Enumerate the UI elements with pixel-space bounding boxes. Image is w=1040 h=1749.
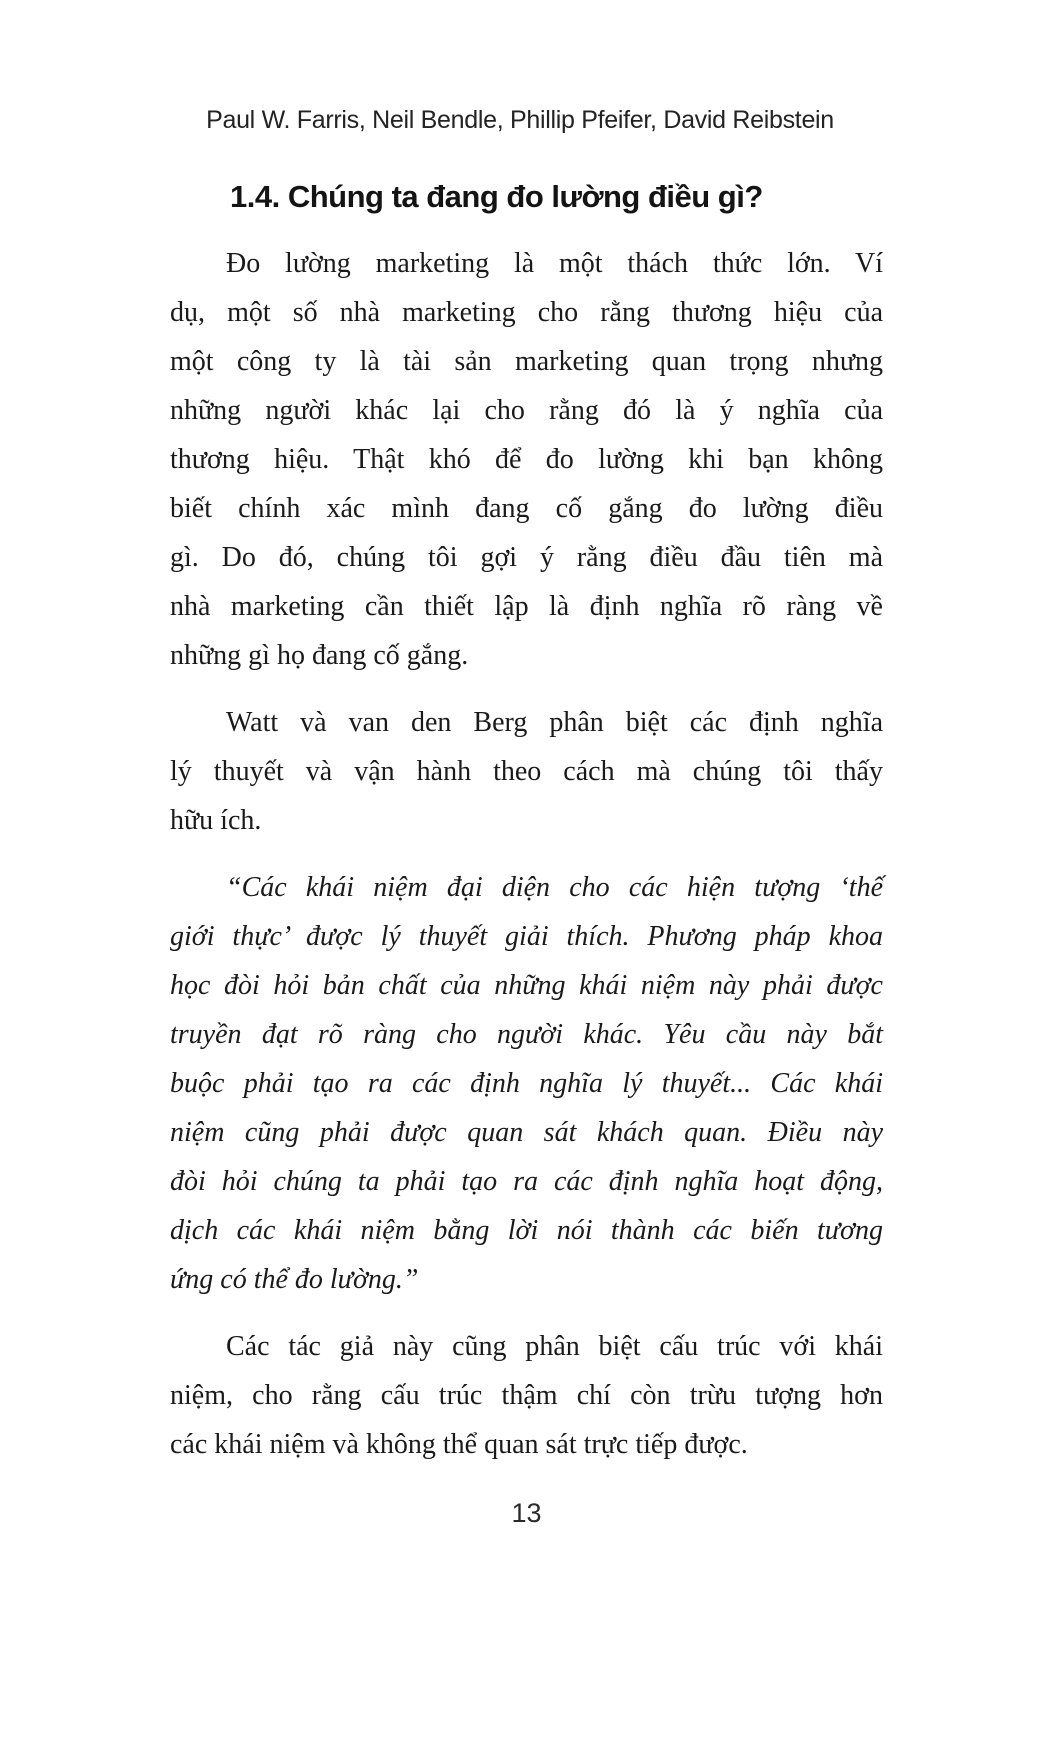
paragraph-2: [170, 698, 883, 845]
text-line: một công ty là tài sản marketing quan trọng nhưng: [170, 346, 883, 377]
body-text: [170, 239, 883, 1469]
text-line: niệm, cho rằng cấu trúc thậm chí còn trừu tượng hơn: [170, 1380, 883, 1411]
paragraph-3: [170, 1322, 883, 1469]
running-header-authors: Paul W. Farris, Neil Bendle, Phillip Pfeifer, David Reibstein: [206, 106, 834, 134]
text-line: buộc phải tạo ra các định nghĩa lý thuyết... Các khái: [170, 1068, 883, 1099]
text-line: niệm cũng phải được quan sát khách quan. Điều này: [170, 1117, 883, 1148]
text-line: “Các khái niệm đại diện cho các hiện tượng ‘thế: [226, 872, 883, 903]
text-line: biết chính xác mình đang cố gắng đo lường điều: [170, 493, 883, 524]
text-line: truyền đạt rõ ràng cho người khác. Yêu cầu này bắt: [170, 1019, 883, 1050]
text-line: thương hiệu. Thật khó để đo lường khi bạn không: [170, 444, 883, 475]
page-number: 13: [511, 1498, 542, 1528]
text-line: giới thực’ được lý thuyết giải thích. Phương pháp khoa: [170, 921, 883, 952]
text-line: các khái niệm và không thể quan sát trực tiếp được.: [170, 1429, 748, 1460]
book-page: [0, 103, 1040, 1749]
block-quote: [170, 863, 883, 1304]
text-line: những gì họ đang cố gắng.: [170, 640, 469, 671]
text-line: lý thuyết và vận hành theo cách mà chúng tôi thấy: [170, 756, 883, 787]
text-line: nhà marketing cần thiết lập là định nghĩa rõ ràng về: [170, 591, 883, 622]
text-line: Watt và van den Berg phân biệt các định nghĩa: [226, 707, 883, 738]
text-line: gì. Do đó, chúng tôi gợi ý rằng điều đầu tiên mà: [170, 542, 883, 573]
section-heading: 1.4. Chúng ta đang đo lường điều gì?: [230, 179, 763, 214]
text-line: dụ, một số nhà marketing cho rằng thương hiệu của: [170, 297, 883, 328]
paragraph-1: [170, 239, 883, 680]
text-line: ứng có thể đo lường.”: [170, 1264, 419, 1295]
text-line: Đo lường marketing là một thách thức lớn. Ví: [226, 248, 883, 279]
text-line: Các tác giả này cũng phân biệt cấu trúc với khái: [226, 1331, 883, 1362]
text-line: những người khác lại cho rằng đó là ý nghĩa của: [170, 395, 883, 426]
text-line: đòi hỏi chúng ta phải tạo ra các định nghĩa hoạt động,: [170, 1166, 883, 1197]
text-line: dịch các khái niệm bằng lời nói thành các biến tương: [170, 1215, 883, 1246]
text-line: học đòi hỏi bản chất của những khái niệm này phải được: [170, 970, 883, 1001]
text-line: hữu ích.: [170, 805, 262, 836]
